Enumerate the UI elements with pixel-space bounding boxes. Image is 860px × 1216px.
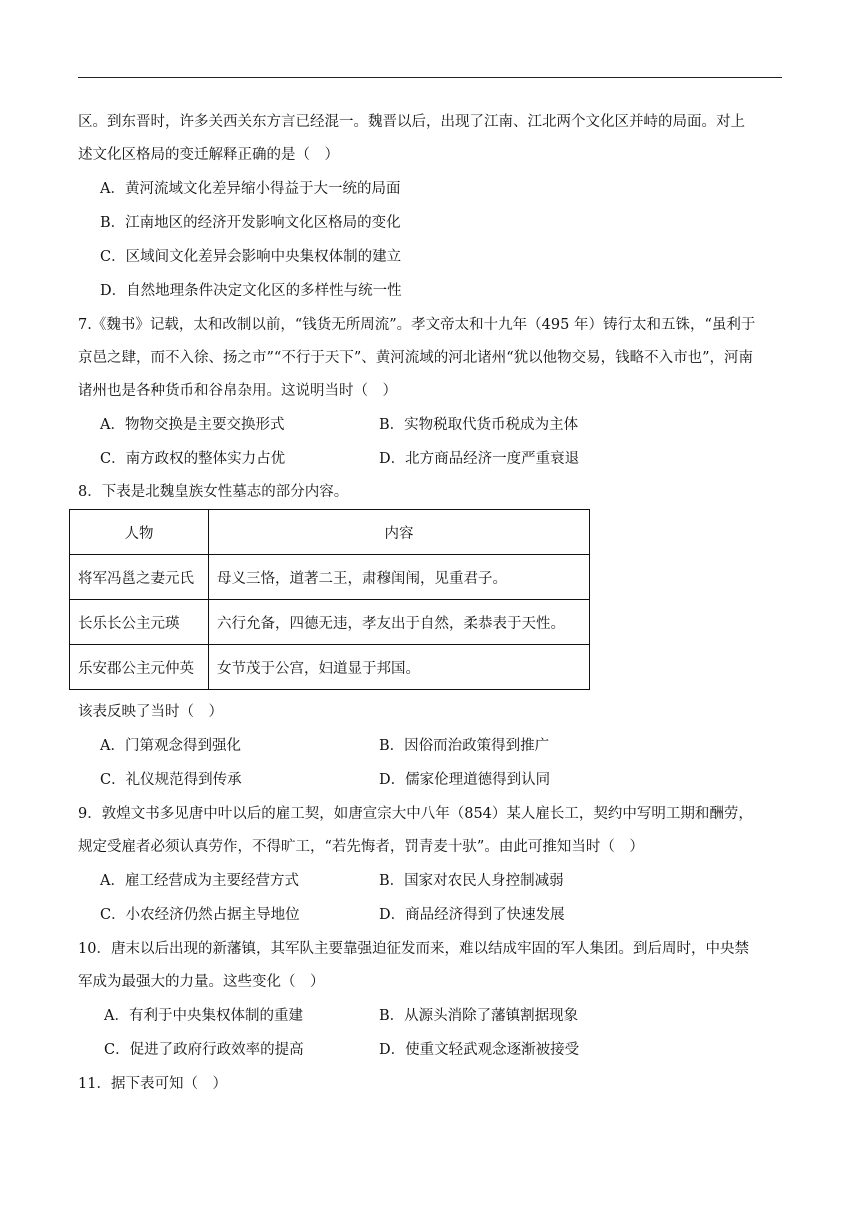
table-row bbox=[70, 555, 590, 600]
header-rule bbox=[78, 77, 782, 78]
table-cell-content: 母义三恪，道著二王，肃穆闺闱，见重君子。 bbox=[209, 555, 590, 600]
q8-option-a[interactable]: A．门第观念得到强化 bbox=[100, 738, 241, 754]
q11-stem: 11．据下表可知（ ） bbox=[78, 1076, 227, 1092]
table-cell-person: 将军冯邕之妻元氏 bbox=[70, 555, 209, 600]
table-cell-content: 六行允备，四德无违，孝友出于自然，柔恭表于天性。 bbox=[209, 600, 590, 645]
q9-option-c[interactable]: C．小农经济仍然占据主导地位 bbox=[100, 907, 300, 923]
q8-stem: 8．下表是北魏皇族女性墓志的部分内容。 bbox=[78, 484, 349, 500]
table-header-content: 内容 bbox=[209, 510, 590, 555]
q10-option-b[interactable]: B．从源头消除了藩镇割据现象 bbox=[379, 1008, 579, 1024]
q9-option-d[interactable]: D．商品经济得到了快速发展 bbox=[379, 907, 565, 923]
epitaph-table bbox=[69, 509, 590, 690]
q7-text-line-3: 诸州也是各种货币和谷帛杂用。这说明当时（ ） bbox=[78, 383, 397, 399]
table-cell-person: 长乐长公主元瑛 bbox=[70, 600, 209, 645]
q6-text-line-2: 述文化区格局的变迁解释正确的是（ ） bbox=[78, 147, 339, 163]
q9-option-b[interactable]: B．国家对农民人身控制减弱 bbox=[379, 873, 564, 889]
q8-option-d[interactable]: D．儒家伦理道德得到认同 bbox=[379, 772, 551, 788]
q8-question: 该表反映了当时（ ） bbox=[78, 704, 223, 720]
q8-option-c[interactable]: C．礼仪规范得到传承 bbox=[100, 772, 242, 788]
table-cell-person: 乐安郡公主元仲英 bbox=[70, 645, 209, 690]
table-header-person: 人物 bbox=[70, 510, 209, 555]
q9-option-a[interactable]: A．雇工经营成为主要经营方式 bbox=[100, 873, 299, 889]
q7-option-c[interactable]: C．南方政权的整体实力占优 bbox=[100, 451, 286, 467]
q10-option-c[interactable]: C．促进了政府行政效率的提高 bbox=[104, 1042, 304, 1058]
q10-text-line-1: 10．唐末以后出现的新藩镇，其军队主要靠强迫征发而来，难以结成牢固的军人集团。到后周时，中央禁 bbox=[78, 941, 749, 957]
table-row bbox=[70, 645, 590, 690]
q6-option-b[interactable]: B．江南地区的经济开发影响文化区格局的变化 bbox=[100, 215, 401, 231]
q6-option-a[interactable]: A．黄河流域文化差异缩小得益于大一统的局面 bbox=[100, 181, 401, 197]
table-header-row bbox=[70, 510, 590, 555]
q10-text-line-2: 军成为最强大的力量。这些变化（ ） bbox=[78, 974, 325, 990]
q6-option-d[interactable]: D．自然地理条件决定文化区的多样性与统一性 bbox=[100, 283, 402, 299]
q7-option-d[interactable]: D．北方商品经济一度严重衰退 bbox=[379, 451, 580, 467]
q7-option-b[interactable]: B．实物税取代货币税成为主体 bbox=[379, 417, 579, 433]
table-row bbox=[70, 600, 590, 645]
table-cell-content: 女节茂于公宫，妇道显于邦国。 bbox=[209, 645, 590, 690]
q6-option-c[interactable]: C．区域间文化差异会影响中央集权体制的建立 bbox=[100, 249, 402, 265]
q7-text-line-2: 京邑之肆，而不入徐、扬之市”“不行于天下”、黄河流域的河北诸州“犹以他物交易，钱略不入市也”，河南 bbox=[78, 350, 754, 366]
q6-text-line-1: 区。到东晋时，许多关西关东方言已经混一。魏晋以后，出现了江南、江北两个文化区并峙的局面。对上 bbox=[78, 114, 745, 130]
q7-option-a[interactable]: A．物物交换是主要交换形式 bbox=[100, 417, 285, 433]
q8-option-b[interactable]: B．因俗而治政策得到推广 bbox=[379, 738, 550, 754]
q9-text-line-2: 规定受雇者必须认真劳作，不得旷工，“若先悔者，罚青麦十驮”。由此可推知当时（ ） bbox=[78, 839, 644, 855]
q10-option-a[interactable]: A．有利于中央集权体制的重建 bbox=[104, 1008, 303, 1024]
q10-option-d[interactable]: D．使重文轻武观念逐渐被接受 bbox=[379, 1042, 580, 1058]
q9-text-line-1: 9．敦煌文书多见唐中叶以后的雇工契，如唐宣宗大中八年（854）某人雇长工，契约中写明工期和酬劳， bbox=[78, 806, 753, 822]
q7-text-line-1: 7.《魏书》记载，太和改制以前，“钱货无所周流”。孝文帝太和十九年（495 年）铸行太和五铢，“虽利于 bbox=[78, 317, 756, 333]
